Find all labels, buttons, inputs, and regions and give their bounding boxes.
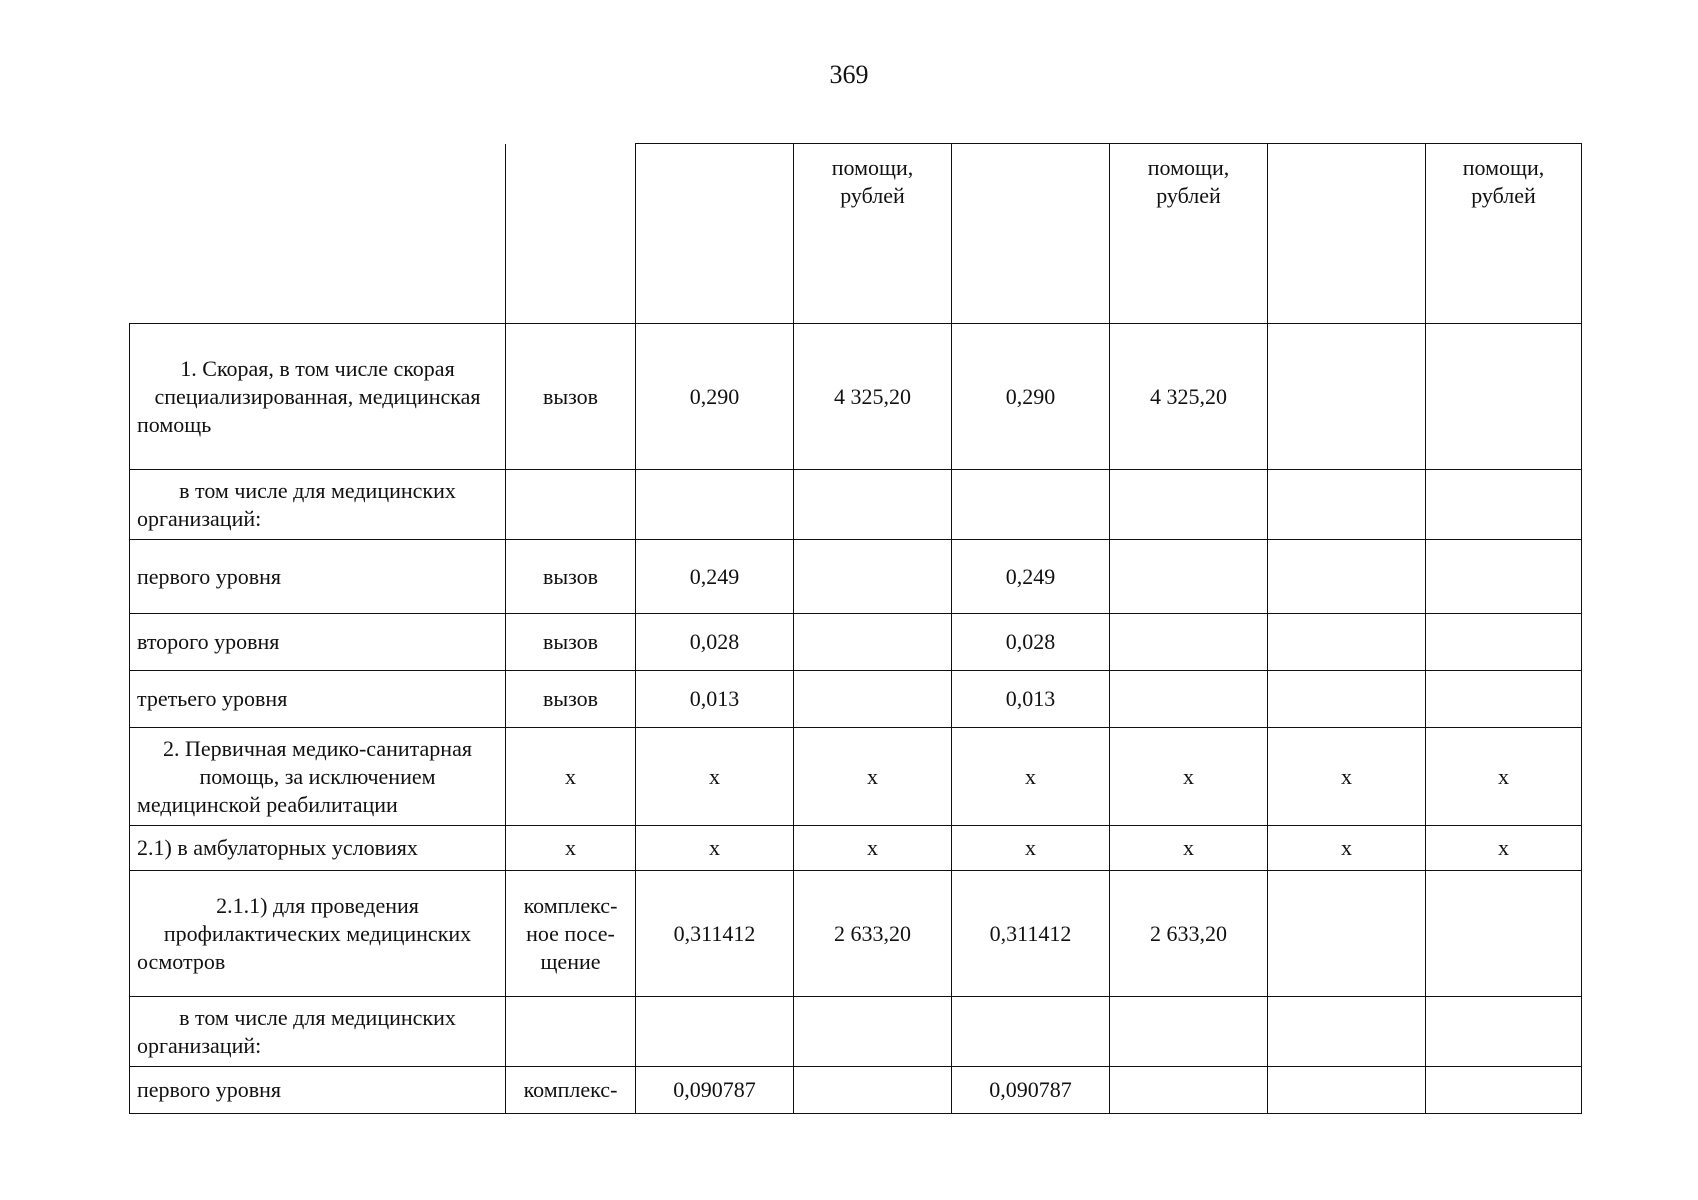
value-cell bbox=[794, 997, 952, 1067]
row-label: 1. Скорая, в том числе скорая специализированная, медицинская помощь bbox=[130, 324, 506, 470]
value-cell: х bbox=[1268, 728, 1426, 826]
value-cell bbox=[1110, 470, 1268, 540]
value-cell bbox=[1110, 614, 1268, 671]
value-cell bbox=[636, 997, 794, 1067]
header-cell bbox=[952, 144, 1110, 324]
value-cell bbox=[1110, 540, 1268, 614]
value-cell: 0,311412 bbox=[952, 871, 1110, 997]
row-unit: комплекс- bbox=[506, 1067, 636, 1114]
value-cell bbox=[1426, 997, 1582, 1067]
row-label: первого уровня bbox=[130, 540, 506, 614]
value-cell: 0,290 bbox=[636, 324, 794, 470]
table-row bbox=[130, 671, 1582, 728]
value-cell: х bbox=[1110, 728, 1268, 826]
table-row bbox=[130, 324, 1582, 470]
value-cell bbox=[1426, 614, 1582, 671]
table-row bbox=[130, 470, 1582, 540]
value-cell: 0,090787 bbox=[952, 1067, 1110, 1114]
value-cell bbox=[1268, 871, 1426, 997]
value-cell bbox=[1268, 671, 1426, 728]
table-row bbox=[130, 540, 1582, 614]
header-cell-name bbox=[130, 144, 506, 324]
value-cell: х bbox=[636, 728, 794, 826]
row-label: в том числе для медицинских организаций: bbox=[130, 470, 506, 540]
row-unit bbox=[506, 470, 636, 540]
value-cell bbox=[1268, 1067, 1426, 1114]
value-cell: 0,028 bbox=[952, 614, 1110, 671]
value-cell: х bbox=[1426, 728, 1582, 826]
row-label: второго уровня bbox=[130, 614, 506, 671]
value-cell bbox=[1426, 1067, 1582, 1114]
value-cell bbox=[1426, 470, 1582, 540]
row-unit: комплекс- ное посе- щение bbox=[506, 871, 636, 997]
value-cell: 0,028 bbox=[636, 614, 794, 671]
value-cell: 0,013 bbox=[636, 671, 794, 728]
value-cell: 0,311412 bbox=[636, 871, 794, 997]
value-cell: 0,249 bbox=[952, 540, 1110, 614]
value-cell bbox=[1426, 871, 1582, 997]
value-cell: 4 325,20 bbox=[794, 324, 952, 470]
value-cell bbox=[794, 540, 952, 614]
value-cell bbox=[1426, 324, 1582, 470]
table-row bbox=[130, 871, 1582, 997]
table-row bbox=[130, 826, 1582, 871]
value-cell bbox=[1110, 671, 1268, 728]
value-cell bbox=[794, 470, 952, 540]
value-cell: х bbox=[1110, 826, 1268, 871]
value-cell bbox=[1268, 997, 1426, 1067]
header-cell bbox=[636, 144, 794, 324]
table-row bbox=[130, 997, 1582, 1067]
value-cell: х bbox=[952, 728, 1110, 826]
header-cell-unit bbox=[506, 144, 636, 324]
row-label: первого уровня bbox=[130, 1067, 506, 1114]
value-cell: 2 633,20 bbox=[1110, 871, 1268, 997]
value-cell bbox=[1268, 540, 1426, 614]
header-cell-cost: помощи, рублей bbox=[1110, 144, 1268, 324]
value-cell: х bbox=[1268, 826, 1426, 871]
page-number: 369 bbox=[829, 60, 869, 89]
value-cell bbox=[1268, 614, 1426, 671]
value-cell bbox=[1426, 671, 1582, 728]
value-cell bbox=[1426, 540, 1582, 614]
value-cell: 4 325,20 bbox=[1110, 324, 1268, 470]
row-label: в том числе для медицинских организаций: bbox=[130, 997, 506, 1067]
value-cell bbox=[952, 470, 1110, 540]
row-unit: х bbox=[506, 728, 636, 826]
value-cell: х bbox=[794, 826, 952, 871]
value-cell: 0,249 bbox=[636, 540, 794, 614]
tariff-table bbox=[129, 143, 1582, 1114]
row-unit: вызов bbox=[506, 671, 636, 728]
value-cell: х bbox=[952, 826, 1110, 871]
value-cell bbox=[952, 997, 1110, 1067]
header-cell-cost: помощи, рублей bbox=[794, 144, 952, 324]
row-label: 2.1) в амбулаторных условиях bbox=[130, 826, 506, 871]
row-label: третьего уровня bbox=[130, 671, 506, 728]
value-cell bbox=[794, 614, 952, 671]
value-cell: 0,090787 bbox=[636, 1067, 794, 1114]
value-cell bbox=[794, 671, 952, 728]
row-unit: вызов bbox=[506, 540, 636, 614]
value-cell: х bbox=[636, 826, 794, 871]
value-cell: 2 633,20 bbox=[794, 871, 952, 997]
row-unit: вызов bbox=[506, 614, 636, 671]
value-cell bbox=[1110, 1067, 1268, 1114]
row-unit: вызов bbox=[506, 324, 636, 470]
value-cell: 0,013 bbox=[952, 671, 1110, 728]
table-row bbox=[130, 614, 1582, 671]
header-cell bbox=[1268, 144, 1426, 324]
value-cell bbox=[794, 1067, 952, 1114]
value-cell: х bbox=[1426, 826, 1582, 871]
value-cell bbox=[636, 470, 794, 540]
table-row bbox=[130, 728, 1582, 826]
row-unit: х bbox=[506, 826, 636, 871]
row-label: 2. Первичная медико-санитарная помощь, за исключением медицинской реабилитации bbox=[130, 728, 506, 826]
row-label: 2.1.1) для проведения профилактических медицинских осмотров bbox=[130, 871, 506, 997]
table-row bbox=[130, 1067, 1582, 1114]
value-cell bbox=[1268, 324, 1426, 470]
value-cell bbox=[1110, 997, 1268, 1067]
value-cell: 0,290 bbox=[952, 324, 1110, 470]
row-unit bbox=[506, 997, 636, 1067]
table-header-row bbox=[130, 144, 1582, 324]
value-cell: х bbox=[794, 728, 952, 826]
header-cell-cost: помощи, рублей bbox=[1426, 144, 1582, 324]
value-cell bbox=[1268, 470, 1426, 540]
